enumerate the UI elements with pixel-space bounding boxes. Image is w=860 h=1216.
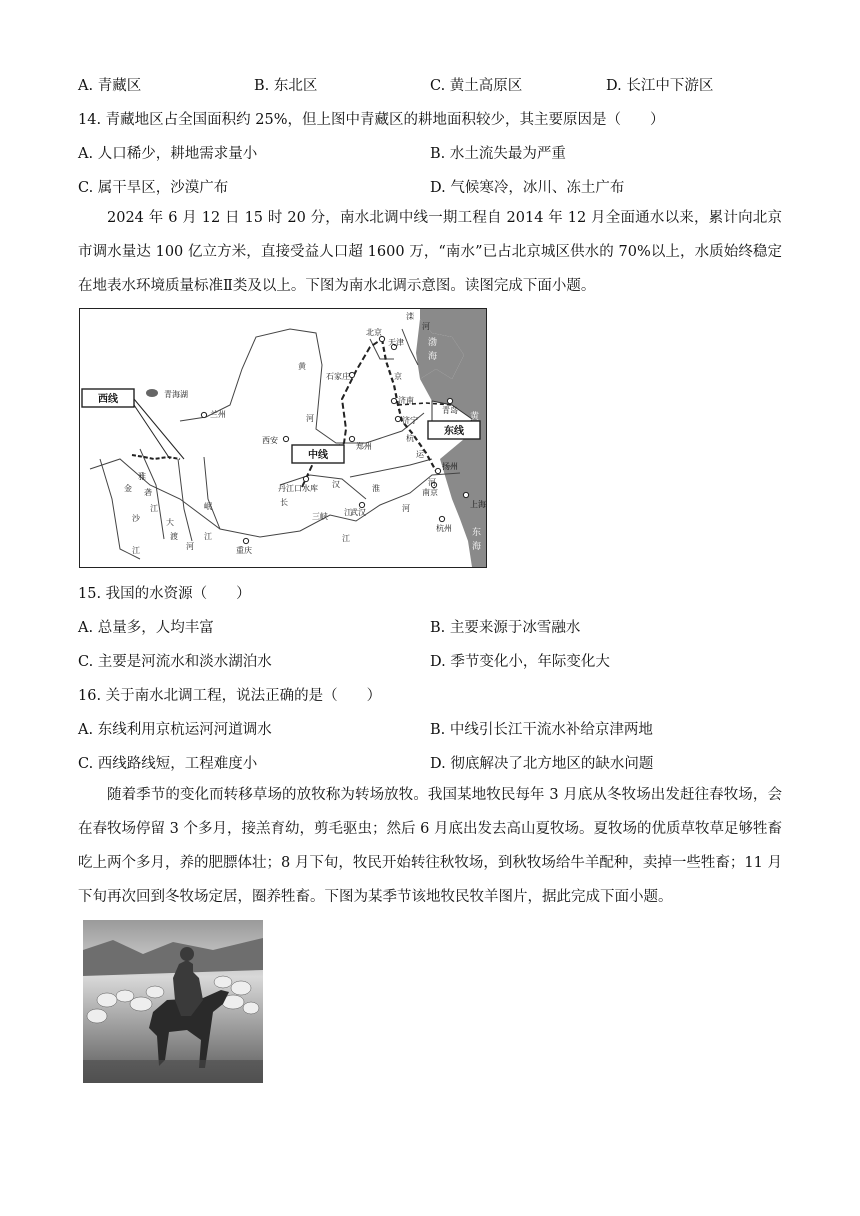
river-label-jiang: 江 bbox=[342, 534, 350, 543]
river-label-luanhe: 河 bbox=[422, 322, 430, 331]
sheep bbox=[231, 981, 251, 995]
q14-option-d: D. 气候寒冷，冰川、冻土广布 bbox=[430, 180, 625, 196]
q16-option-a: A. 东线利用京杭运河河道调水 bbox=[78, 722, 272, 738]
city-shijiazhuang-dot bbox=[349, 372, 354, 377]
qinghai-lake bbox=[146, 389, 158, 397]
west-route-line bbox=[132, 455, 180, 459]
q16-option-b: B. 中线引长江干流水补给京津两地 bbox=[430, 722, 653, 738]
river-label-jiang2: 江 bbox=[344, 508, 352, 517]
river-label-minjiang: 江 bbox=[204, 532, 212, 541]
label-yangzhou: 扬州 bbox=[442, 462, 458, 471]
label-danjiangkou: 丹江口水库 bbox=[278, 484, 318, 493]
huai-river bbox=[350, 459, 432, 477]
label-bo: 渤 bbox=[428, 337, 438, 347]
luan-river bbox=[402, 329, 418, 365]
river-label-huaihe: 河 bbox=[402, 504, 410, 513]
river-label-yajiang: 江 bbox=[150, 504, 158, 513]
label-beijing: 北京 bbox=[366, 328, 382, 337]
city-qingdao-dot bbox=[447, 398, 452, 403]
city-yangzhou-dot bbox=[435, 468, 440, 473]
label-xian: 西安 bbox=[262, 436, 278, 445]
q16-option-c: C. 西线路线短，工程难度小 bbox=[78, 756, 258, 772]
q15-stem: 15. 我国的水资源（ ） bbox=[78, 586, 251, 602]
city-wuhan-dot bbox=[359, 502, 364, 507]
label-shijiazhuang: 石家庄 bbox=[326, 372, 350, 381]
middle-route-line bbox=[302, 339, 382, 487]
river-label-hang: 杭 bbox=[406, 434, 414, 443]
q13-option-d: D. 长江中下游区 bbox=[606, 78, 714, 94]
q13-option-b: B. 东北区 bbox=[254, 78, 318, 94]
yangtze-river bbox=[90, 459, 460, 537]
city-hangzhou-dot bbox=[439, 516, 444, 521]
label-wuhan: 武汉 bbox=[350, 508, 366, 517]
q13-option-a: A. 青藏区 bbox=[78, 78, 142, 94]
city-chongqing-dot bbox=[243, 538, 248, 543]
sheep bbox=[146, 986, 164, 998]
river-label-he: 河 bbox=[306, 414, 314, 423]
river-label-luan: 滦 bbox=[406, 312, 414, 321]
river-label-chang: 长 bbox=[280, 498, 288, 507]
q16-option-d: D. 彻底解决了北方地区的缺水问题 bbox=[430, 756, 654, 772]
city-jinan-dot bbox=[391, 398, 396, 403]
city-lanzhou-dot bbox=[201, 412, 206, 417]
east-route-label: 东线 bbox=[444, 426, 464, 437]
label-hai3: 海 bbox=[472, 541, 482, 551]
sheep bbox=[214, 976, 232, 988]
river-label-huang: 黄 bbox=[298, 362, 306, 371]
q16-stem: 16. 关于南水北调工程，说法正确的是（ ） bbox=[78, 688, 382, 704]
label-qingdao: 青岛 bbox=[442, 406, 458, 415]
city-beijing-dot bbox=[379, 336, 384, 341]
river-label-jin: 金 bbox=[124, 484, 132, 493]
q13-option-c: C. 黄土高原区 bbox=[430, 78, 523, 94]
city-zhengzhou-dot bbox=[349, 436, 354, 441]
label-hangzhou: 杭州 bbox=[436, 524, 452, 533]
river-label-huai: 淮 bbox=[372, 484, 380, 493]
reservoir-dot bbox=[303, 476, 308, 481]
q14-stem: 14. 青藏地区占全国面积约 25%，但上图中青藏区的耕地面积较少，其主要原因是（ ） bbox=[78, 112, 665, 128]
label-chongqing: 重庆 bbox=[236, 546, 252, 555]
sheep bbox=[87, 1009, 107, 1023]
label-zhengzhou: 郑州 bbox=[356, 442, 372, 451]
river-label-du: 渡 bbox=[170, 532, 178, 541]
passage-transhumance: 随着季节的变化而转移草场的放牧称为转场放牧。我国某地牧民每年 3 月底从冬牧场出发赶往春牧场，会在春牧场停留 3 个多月，接羔育幼，剪毛驱虫；然后 6 月底出发去高山夏牧场。夏牧场的优质草牧草足够牲畜吃上两个多月，养的肥膘体壮；8 月下旬，牧民开始转往秋牧场，到秋牧场给牛羊配种，卖掉一些牲畜；11 月下旬再次回到冬牧场定居，圈养牲畜。下图为某季节该地牧民牧羊图片，据此完成下面小题。 bbox=[78, 787, 782, 905]
q14-option-b: B. 水土流失最为严重 bbox=[430, 146, 566, 162]
label-jinan: 济南 bbox=[398, 396, 414, 405]
south-north-water-transfer-map bbox=[79, 308, 487, 568]
q14-option-c: C. 属干旱区，沙漠广布 bbox=[78, 180, 229, 196]
label-shanghai: 上海 bbox=[470, 500, 486, 509]
q15-option-a: A. 总量多，人均丰富 bbox=[78, 620, 214, 636]
sheep bbox=[243, 1002, 259, 1014]
city-shanghai-dot bbox=[463, 492, 468, 497]
river-label-long: 砻 bbox=[144, 488, 152, 497]
middle-route-label: 中线 bbox=[308, 450, 328, 461]
label-hai1: 海 bbox=[428, 351, 438, 361]
west-route-label: 西线 bbox=[98, 394, 118, 405]
river-label-duhe: 河 bbox=[186, 542, 194, 551]
herder-photo bbox=[83, 920, 263, 1083]
river-label-sha: 沙 bbox=[132, 514, 140, 523]
q15-option-b: B. 主要来源于冰雪融水 bbox=[430, 620, 581, 636]
river-label-shajiang: 江 bbox=[132, 546, 140, 555]
label-jining: 济宁 bbox=[402, 416, 418, 425]
label-huang: 黄 bbox=[470, 411, 480, 421]
q14-option-a: A. 人口稀少，耕地需求量小 bbox=[78, 146, 258, 162]
label-dong: 东 bbox=[472, 527, 482, 537]
river-label-min: 岷 bbox=[204, 502, 212, 511]
city-xian-dot bbox=[283, 436, 288, 441]
city-jining-dot bbox=[395, 416, 400, 421]
q15-option-c: C. 主要是河流水和淡水湖泊水 bbox=[78, 654, 272, 670]
dadu-river bbox=[178, 459, 192, 541]
river-label-han: 汉 bbox=[332, 480, 340, 489]
q15-option-d: D. 季节变化小，年际变化大 bbox=[430, 654, 610, 670]
river-label-yun: 运 bbox=[416, 450, 424, 459]
river-label-sanxia: 三峡 bbox=[312, 512, 328, 521]
river-label-jing: 京 bbox=[394, 372, 402, 381]
sheep bbox=[130, 997, 152, 1011]
passage-water-transfer: 2024 年 6 月 12 日 15 时 20 分，南水北调中线一期工程自 2014 年 12 月全面通水以来，累计向北京市调水量达 100 亿立方米，直接受益人口超 1600 万，“南水”已占北京城区供水的 70%以上，水质始终稳定在地表水环境质量标准Ⅱ类及以上。下图为南水北调示意图。读图完成下面小题。 bbox=[78, 210, 782, 294]
sheep bbox=[97, 993, 117, 1007]
label-lanzhou: 兰州 bbox=[210, 410, 226, 419]
label-nanjing: 南京 bbox=[422, 488, 438, 497]
river-label-da: 大 bbox=[166, 518, 174, 527]
river-label-ya: 雅 bbox=[138, 472, 146, 481]
river-label-yunhe: 河 bbox=[428, 478, 436, 487]
label-tianjin: 天津 bbox=[388, 338, 404, 347]
sheep bbox=[116, 990, 134, 1002]
label-qinghaihu: 青海湖 bbox=[164, 390, 188, 399]
jinsha-river bbox=[100, 459, 140, 559]
